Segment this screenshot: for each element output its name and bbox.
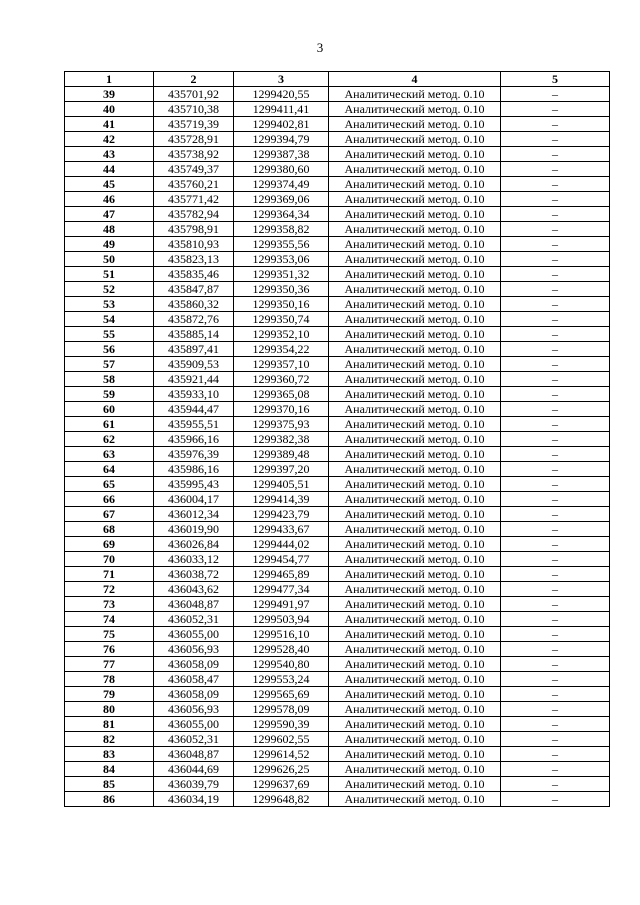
y-coordinate-cell: 1299626,25	[234, 762, 329, 777]
x-coordinate-cell: 435798,91	[154, 222, 234, 237]
point-number-cell: 75	[65, 627, 154, 642]
method-cell: Аналитический метод. 0.10	[329, 417, 501, 432]
method-cell: Аналитический метод. 0.10	[329, 162, 501, 177]
table-row	[65, 87, 610, 102]
x-coordinate-cell: 435976,39	[154, 447, 234, 462]
y-coordinate-cell: 1299528,40	[234, 642, 329, 657]
x-coordinate-cell: 435835,46	[154, 267, 234, 282]
point-number-cell: 84	[65, 762, 154, 777]
column-header-4: 4	[329, 72, 501, 87]
point-number-cell: 73	[65, 597, 154, 612]
page-number: 3	[316, 40, 324, 55]
x-coordinate-cell: 435872,76	[154, 312, 234, 327]
table-row	[65, 207, 610, 222]
x-coordinate-cell: 435810,93	[154, 237, 234, 252]
note-cell: –	[501, 207, 610, 222]
x-coordinate-cell: 435738,92	[154, 147, 234, 162]
point-number-cell: 39	[65, 87, 154, 102]
table-row	[65, 732, 610, 747]
y-coordinate-cell: 1299369,06	[234, 192, 329, 207]
table-row	[65, 447, 610, 462]
method-cell: Аналитический метод. 0.10	[329, 117, 501, 132]
method-cell: Аналитический метод. 0.10	[329, 537, 501, 552]
note-cell: –	[501, 432, 610, 447]
note-cell: –	[501, 477, 610, 492]
point-number-cell: 46	[65, 192, 154, 207]
method-cell: Аналитический метод. 0.10	[329, 687, 501, 702]
y-coordinate-cell: 1299375,93	[234, 417, 329, 432]
y-coordinate-cell: 1299465,89	[234, 567, 329, 582]
note-cell: –	[501, 672, 610, 687]
y-coordinate-cell: 1299405,51	[234, 477, 329, 492]
y-coordinate-cell: 1299350,36	[234, 282, 329, 297]
point-number-cell: 85	[65, 777, 154, 792]
table-row	[65, 597, 610, 612]
note-cell: –	[501, 267, 610, 282]
point-number-cell: 53	[65, 297, 154, 312]
table-row	[65, 612, 610, 627]
table-row	[65, 192, 610, 207]
y-coordinate-cell: 1299648,82	[234, 792, 329, 807]
note-cell: –	[501, 87, 610, 102]
note-cell: –	[501, 627, 610, 642]
x-coordinate-cell: 436026,84	[154, 537, 234, 552]
method-cell: Аналитический метод. 0.10	[329, 492, 501, 507]
table-row	[65, 342, 610, 357]
table-row	[65, 717, 610, 732]
y-coordinate-cell: 1299590,39	[234, 717, 329, 732]
y-coordinate-cell: 1299380,60	[234, 162, 329, 177]
table-row	[65, 402, 610, 417]
x-coordinate-cell: 435933,10	[154, 387, 234, 402]
note-cell: –	[501, 387, 610, 402]
note-cell: –	[501, 117, 610, 132]
y-coordinate-cell: 1299402,81	[234, 117, 329, 132]
x-coordinate-cell: 436055,00	[154, 717, 234, 732]
y-coordinate-cell: 1299364,34	[234, 207, 329, 222]
table-row	[65, 357, 610, 372]
y-coordinate-cell: 1299414,39	[234, 492, 329, 507]
y-coordinate-cell: 1299614,52	[234, 747, 329, 762]
x-coordinate-cell: 435728,91	[154, 132, 234, 147]
table-row	[65, 687, 610, 702]
table-row	[65, 567, 610, 582]
column-header-1: 1	[65, 72, 154, 87]
note-cell: –	[501, 237, 610, 252]
x-coordinate-cell: 435782,94	[154, 207, 234, 222]
table-row	[65, 117, 610, 132]
x-coordinate-cell: 436043,62	[154, 582, 234, 597]
x-coordinate-cell: 435909,53	[154, 357, 234, 372]
method-cell: Аналитический метод. 0.10	[329, 267, 501, 282]
note-cell: –	[501, 522, 610, 537]
y-coordinate-cell: 1299351,32	[234, 267, 329, 282]
x-coordinate-cell: 435710,38	[154, 102, 234, 117]
table-row	[65, 747, 610, 762]
point-number-cell: 77	[65, 657, 154, 672]
method-cell: Аналитический метод. 0.10	[329, 87, 501, 102]
x-coordinate-cell: 436058,09	[154, 687, 234, 702]
method-cell: Аналитический метод. 0.10	[329, 372, 501, 387]
x-coordinate-cell: 435771,42	[154, 192, 234, 207]
point-number-cell: 51	[65, 267, 154, 282]
y-coordinate-cell: 1299397,20	[234, 462, 329, 477]
note-cell: –	[501, 222, 610, 237]
note-cell: –	[501, 102, 610, 117]
y-coordinate-cell: 1299503,94	[234, 612, 329, 627]
table-row	[65, 267, 610, 282]
y-coordinate-cell: 1299578,09	[234, 702, 329, 717]
point-number-cell: 52	[65, 282, 154, 297]
x-coordinate-cell: 435921,44	[154, 372, 234, 387]
method-cell: Аналитический метод. 0.10	[329, 282, 501, 297]
point-number-cell: 42	[65, 132, 154, 147]
y-coordinate-cell: 1299382,38	[234, 432, 329, 447]
y-coordinate-cell: 1299353,06	[234, 252, 329, 267]
table-row	[65, 537, 610, 552]
method-cell: Аналитический метод. 0.10	[329, 147, 501, 162]
point-number-cell: 56	[65, 342, 154, 357]
point-number-cell: 80	[65, 702, 154, 717]
y-coordinate-cell: 1299352,10	[234, 327, 329, 342]
table-row	[65, 282, 610, 297]
y-coordinate-cell: 1299565,69	[234, 687, 329, 702]
method-cell: Аналитический метод. 0.10	[329, 222, 501, 237]
point-number-cell: 54	[65, 312, 154, 327]
x-coordinate-cell: 435719,39	[154, 117, 234, 132]
point-number-cell: 71	[65, 567, 154, 582]
y-coordinate-cell: 1299389,48	[234, 447, 329, 462]
point-number-cell: 72	[65, 582, 154, 597]
point-number-cell: 61	[65, 417, 154, 432]
method-cell: Аналитический метод. 0.10	[329, 627, 501, 642]
table-row	[65, 642, 610, 657]
y-coordinate-cell: 1299516,10	[234, 627, 329, 642]
x-coordinate-cell: 436004,17	[154, 492, 234, 507]
table-row	[65, 102, 610, 117]
note-cell: –	[501, 147, 610, 162]
point-number-cell: 45	[65, 177, 154, 192]
method-cell: Аналитический метод. 0.10	[329, 357, 501, 372]
x-coordinate-cell: 436055,00	[154, 627, 234, 642]
method-cell: Аналитический метод. 0.10	[329, 567, 501, 582]
x-coordinate-cell: 435701,92	[154, 87, 234, 102]
y-coordinate-cell: 1299637,69	[234, 777, 329, 792]
table-row	[65, 312, 610, 327]
method-cell: Аналитический метод. 0.10	[329, 342, 501, 357]
method-cell: Аналитический метод. 0.10	[329, 462, 501, 477]
method-cell: Аналитический метод. 0.10	[329, 507, 501, 522]
x-coordinate-cell: 435885,14	[154, 327, 234, 342]
point-number-cell: 65	[65, 477, 154, 492]
method-cell: Аналитический метод. 0.10	[329, 132, 501, 147]
x-coordinate-cell: 435749,37	[154, 162, 234, 177]
note-cell: –	[501, 702, 610, 717]
x-coordinate-cell: 435995,43	[154, 477, 234, 492]
table-row	[65, 387, 610, 402]
y-coordinate-cell: 1299491,97	[234, 597, 329, 612]
table-row	[65, 552, 610, 567]
note-cell: –	[501, 177, 610, 192]
method-cell: Аналитический метод. 0.10	[329, 732, 501, 747]
x-coordinate-cell: 436038,72	[154, 567, 234, 582]
y-coordinate-cell: 1299420,55	[234, 87, 329, 102]
point-number-cell: 70	[65, 552, 154, 567]
y-coordinate-cell: 1299374,49	[234, 177, 329, 192]
method-cell: Аналитический метод. 0.10	[329, 252, 501, 267]
method-cell: Аналитический метод. 0.10	[329, 642, 501, 657]
method-cell: Аналитический метод. 0.10	[329, 657, 501, 672]
y-coordinate-cell: 1299358,82	[234, 222, 329, 237]
point-number-cell: 58	[65, 372, 154, 387]
note-cell: –	[501, 612, 610, 627]
y-coordinate-cell: 1299360,72	[234, 372, 329, 387]
point-number-cell: 74	[65, 612, 154, 627]
note-cell: –	[501, 462, 610, 477]
y-coordinate-cell: 1299350,16	[234, 297, 329, 312]
note-cell: –	[501, 372, 610, 387]
point-number-cell: 62	[65, 432, 154, 447]
method-cell: Аналитический метод. 0.10	[329, 192, 501, 207]
x-coordinate-cell: 436034,19	[154, 792, 234, 807]
note-cell: –	[501, 327, 610, 342]
x-coordinate-cell: 436012,34	[154, 507, 234, 522]
table-row	[65, 237, 610, 252]
point-number-cell: 83	[65, 747, 154, 762]
method-cell: Аналитический метод. 0.10	[329, 702, 501, 717]
table-row	[65, 477, 610, 492]
method-cell: Аналитический метод. 0.10	[329, 582, 501, 597]
point-number-cell: 66	[65, 492, 154, 507]
note-cell: –	[501, 252, 610, 267]
x-coordinate-cell: 436052,31	[154, 612, 234, 627]
method-cell: Аналитический метод. 0.10	[329, 777, 501, 792]
x-coordinate-cell: 435823,13	[154, 252, 234, 267]
table-row	[65, 672, 610, 687]
method-cell: Аналитический метод. 0.10	[329, 432, 501, 447]
column-header-3: 3	[234, 72, 329, 87]
point-number-cell: 63	[65, 447, 154, 462]
method-cell: Аналитический метод. 0.10	[329, 672, 501, 687]
method-cell: Аналитический метод. 0.10	[329, 402, 501, 417]
table-row	[65, 507, 610, 522]
method-cell: Аналитический метод. 0.10	[329, 327, 501, 342]
table-row	[65, 462, 610, 477]
table-row	[65, 762, 610, 777]
note-cell: –	[501, 642, 610, 657]
method-cell: Аналитический метод. 0.10	[329, 387, 501, 402]
method-cell: Аналитический метод. 0.10	[329, 612, 501, 627]
table-row	[65, 162, 610, 177]
point-number-cell: 43	[65, 147, 154, 162]
note-cell: –	[501, 537, 610, 552]
note-cell: –	[501, 792, 610, 807]
point-number-cell: 50	[65, 252, 154, 267]
x-coordinate-cell: 436019,90	[154, 522, 234, 537]
point-number-cell: 60	[65, 402, 154, 417]
x-coordinate-cell: 436048,87	[154, 597, 234, 612]
table-row	[65, 147, 610, 162]
method-cell: Аналитический метод. 0.10	[329, 102, 501, 117]
y-coordinate-cell: 1299370,16	[234, 402, 329, 417]
x-coordinate-cell: 435760,21	[154, 177, 234, 192]
y-coordinate-cell: 1299433,67	[234, 522, 329, 537]
point-number-cell: 78	[65, 672, 154, 687]
table-row	[65, 702, 610, 717]
y-coordinate-cell: 1299355,56	[234, 237, 329, 252]
table-row	[65, 327, 610, 342]
table-row	[65, 657, 610, 672]
table-row	[65, 252, 610, 267]
method-cell: Аналитический метод. 0.10	[329, 747, 501, 762]
method-cell: Аналитический метод. 0.10	[329, 447, 501, 462]
y-coordinate-cell: 1299350,74	[234, 312, 329, 327]
method-cell: Аналитический метод. 0.10	[329, 597, 501, 612]
table-row	[65, 417, 610, 432]
method-cell: Аналитический метод. 0.10	[329, 522, 501, 537]
column-header-2: 2	[154, 72, 234, 87]
point-number-cell: 64	[65, 462, 154, 477]
note-cell: –	[501, 162, 610, 177]
note-cell: –	[501, 297, 610, 312]
note-cell: –	[501, 687, 610, 702]
note-cell: –	[501, 132, 610, 147]
note-cell: –	[501, 717, 610, 732]
x-coordinate-cell: 435860,32	[154, 297, 234, 312]
note-cell: –	[501, 282, 610, 297]
y-coordinate-cell: 1299444,02	[234, 537, 329, 552]
note-cell: –	[501, 312, 610, 327]
table-header-row	[65, 72, 610, 87]
table-row	[65, 627, 610, 642]
point-number-cell: 49	[65, 237, 154, 252]
point-number-cell: 79	[65, 687, 154, 702]
point-number-cell: 40	[65, 102, 154, 117]
y-coordinate-cell: 1299387,38	[234, 147, 329, 162]
y-coordinate-cell: 1299540,80	[234, 657, 329, 672]
x-coordinate-cell: 436039,79	[154, 777, 234, 792]
note-cell: –	[501, 582, 610, 597]
note-cell: –	[501, 342, 610, 357]
method-cell: Аналитический метод. 0.10	[329, 717, 501, 732]
point-number-cell: 69	[65, 537, 154, 552]
table-row	[65, 522, 610, 537]
table-row	[65, 132, 610, 147]
point-number-cell: 55	[65, 327, 154, 342]
point-number-cell: 48	[65, 222, 154, 237]
x-coordinate-cell: 436056,93	[154, 642, 234, 657]
method-cell: Аналитический метод. 0.10	[329, 177, 501, 192]
point-number-cell: 57	[65, 357, 154, 372]
table-row	[65, 492, 610, 507]
y-coordinate-cell: 1299477,34	[234, 582, 329, 597]
y-coordinate-cell: 1299411,41	[234, 102, 329, 117]
note-cell: –	[501, 567, 610, 582]
method-cell: Аналитический метод. 0.10	[329, 477, 501, 492]
point-number-cell: 76	[65, 642, 154, 657]
method-cell: Аналитический метод. 0.10	[329, 312, 501, 327]
table-row	[65, 177, 610, 192]
point-number-cell: 86	[65, 792, 154, 807]
note-cell: –	[501, 777, 610, 792]
note-cell: –	[501, 732, 610, 747]
point-number-cell: 59	[65, 387, 154, 402]
x-coordinate-cell: 435897,41	[154, 342, 234, 357]
coordinates-table	[64, 71, 610, 807]
point-number-cell: 41	[65, 117, 154, 132]
x-coordinate-cell: 436052,31	[154, 732, 234, 747]
method-cell: Аналитический метод. 0.10	[329, 207, 501, 222]
note-cell: –	[501, 597, 610, 612]
note-cell: –	[501, 552, 610, 567]
column-header-5: 5	[501, 72, 610, 87]
x-coordinate-cell: 436048,87	[154, 747, 234, 762]
x-coordinate-cell: 436044,69	[154, 762, 234, 777]
table-row	[65, 432, 610, 447]
note-cell: –	[501, 357, 610, 372]
note-cell: –	[501, 402, 610, 417]
x-coordinate-cell: 436033,12	[154, 552, 234, 567]
x-coordinate-cell: 436058,47	[154, 672, 234, 687]
x-coordinate-cell: 435944,47	[154, 402, 234, 417]
table-body	[65, 87, 610, 807]
x-coordinate-cell: 436058,09	[154, 657, 234, 672]
table-row	[65, 582, 610, 597]
method-cell: Аналитический метод. 0.10	[329, 237, 501, 252]
x-coordinate-cell: 436056,93	[154, 702, 234, 717]
y-coordinate-cell: 1299454,77	[234, 552, 329, 567]
y-coordinate-cell: 1299365,08	[234, 387, 329, 402]
table-row	[65, 222, 610, 237]
point-number-cell: 68	[65, 522, 154, 537]
note-cell: –	[501, 657, 610, 672]
point-number-cell: 47	[65, 207, 154, 222]
table-row	[65, 777, 610, 792]
y-coordinate-cell: 1299394,79	[234, 132, 329, 147]
method-cell: Аналитический метод. 0.10	[329, 297, 501, 312]
note-cell: –	[501, 507, 610, 522]
point-number-cell: 82	[65, 732, 154, 747]
table-row	[65, 792, 610, 807]
point-number-cell: 67	[65, 507, 154, 522]
point-number-cell: 81	[65, 717, 154, 732]
x-coordinate-cell: 435966,16	[154, 432, 234, 447]
method-cell: Аналитический метод. 0.10	[329, 552, 501, 567]
note-cell: –	[501, 492, 610, 507]
note-cell: –	[501, 417, 610, 432]
y-coordinate-cell: 1299423,79	[234, 507, 329, 522]
x-coordinate-cell: 435955,51	[154, 417, 234, 432]
x-coordinate-cell: 435847,87	[154, 282, 234, 297]
note-cell: –	[501, 747, 610, 762]
y-coordinate-cell: 1299354,22	[234, 342, 329, 357]
method-cell: Аналитический метод. 0.10	[329, 762, 501, 777]
table-row	[65, 297, 610, 312]
y-coordinate-cell: 1299553,24	[234, 672, 329, 687]
point-number-cell: 44	[65, 162, 154, 177]
table-row	[65, 372, 610, 387]
x-coordinate-cell: 435986,16	[154, 462, 234, 477]
note-cell: –	[501, 192, 610, 207]
y-coordinate-cell: 1299602,55	[234, 732, 329, 747]
method-cell: Аналитический метод. 0.10	[329, 792, 501, 807]
note-cell: –	[501, 447, 610, 462]
note-cell: –	[501, 762, 610, 777]
y-coordinate-cell: 1299357,10	[234, 357, 329, 372]
